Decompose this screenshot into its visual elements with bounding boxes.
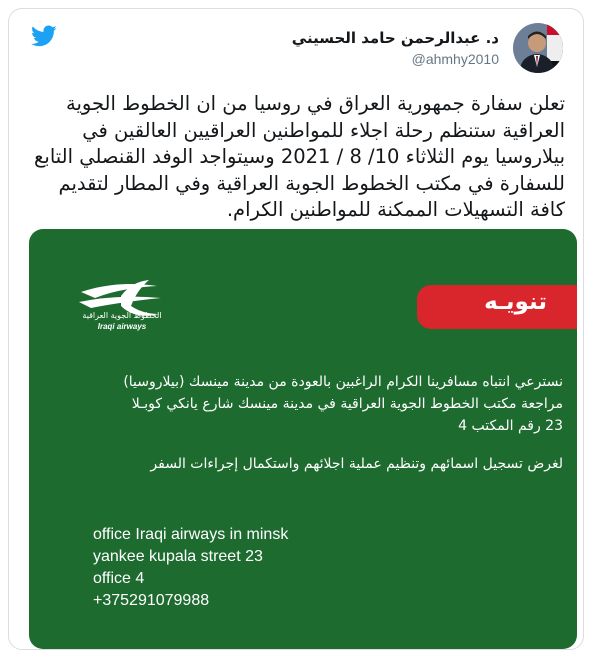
english-line: office Iraqi airways in minsk [93,526,289,543]
notice-banner [417,285,577,329]
arabic-purpose-text: لغرض تسجيل اسمائهم وتنظيم عملية اجلائهم واستكمال إجراءات السفر [150,456,563,472]
arabic-line: نسترعي انتباه مسافرينا الكرام الراغبين بالعودة من مدينة مينسك (بيلاروسيا) [123,374,563,390]
tweet-media-image[interactable] [29,229,577,649]
notice-title: تنويـه [484,289,547,315]
tweet-text: تعلن سفارة جمهورية العراق في روسيا من ان الخطوط الجوية العراقية ستنظم رحلة اجلاء للمواطنين العراقيين العالقين في بيلاروسيا يوم الثلاثاء 10/ 8 / 2021 وسيتواجد الوفد القنصلي التابع للسفارة في مكتب الخطوط الجوية العراقية وفي المطار لتقديم كافة التسهيلات الممكنة للمواطنين الكرام. [34,92,565,221]
english-line: +375291079988 [93,592,210,609]
author-name[interactable]: د. عبدالرحمن حامد الحسيني [291,29,499,47]
arabic-notice-text [43,371,563,437]
avatar[interactable] [513,23,563,73]
arabic-line: مراجعة مكتب الخطوط الجوية العراقية في مدينة مينسك شارع يانكي كوبـلا [131,396,563,412]
author-handle[interactable]: @ahmhy2010 [411,51,499,67]
english-address-block [93,524,288,612]
arabic-line: 23 رقم المكتب 4 [458,418,563,434]
logo-text-arabic: الخطوط الجوية العراقية [82,311,162,320]
english-line: yankee kupala street 23 [93,548,263,565]
english-line: office 4 [93,570,145,587]
tweet-header [9,9,583,89]
tweet-card [8,8,584,650]
twitter-bird-icon[interactable] [29,23,59,49]
logo-text-english: Iraqi airways [97,322,147,331]
